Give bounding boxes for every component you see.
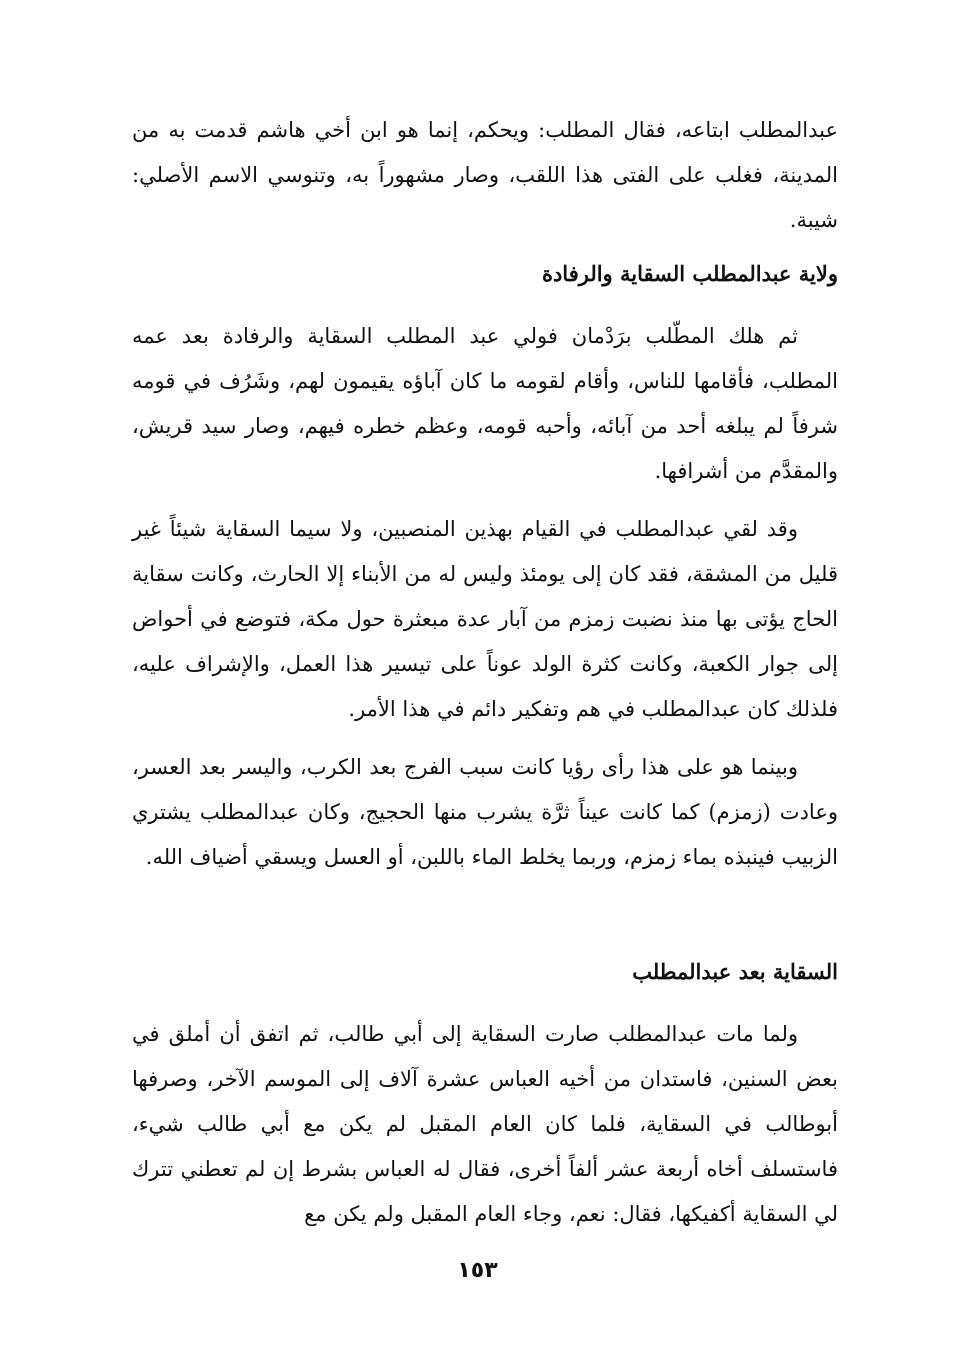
paragraph-4: وبينما هو على هذا رأى رؤيا كانت سبب الفرج بعد الكرب، واليسر بعد العسر، وعادت (زمزم) كما كانت عيناً ثرَّة يشرب منها الحجيج، وكان عبدالمطلب يشتري الزبيب فينبذه بماء زمزم، وربما يخلط الماء باللبن، أو العسل ويسقي أضياف الله.: [132, 755, 838, 869]
page-number: ١٥٣: [457, 1258, 498, 1283]
page-body: [132, 108, 838, 1288]
paragraph-1: عبدالمطلب ابتاعه، فقال المطلب: ويحكم، إنما هو ابن أخي هاشم قدمت به من المدينة، فغلب على الفتى هذا اللقب، وصار مشهوراً به، وتنوسي الاسم الأصلي: شيبة.: [132, 118, 838, 232]
paragraph-5: ولما مات عبدالمطلب صارت السقاية إلى أبي طالب، ثم اتفق أن أملق في بعض السنين، فاستدان من أخيه العباس عشرة آلاف إلى الموسم الآخر، وصرفها أبوطالب في السقاية، فلما كان العام المقبل لم يكن مع أبي طالب شيء، فاستسلف أخاه أربعة عشر ألفاً أخرى، فقال له العباس بشرط إن لم تعطني تترك لي السقاية أكفيكها، فقال: نعم، وجاء العام المقبل ولم يكن مع: [132, 1022, 838, 1226]
paragraph-2: ثم هلك المطّلب برَدْمان فولي عبد المطلب السقاية والرفادة بعد عمه المطلب، فأقامها للناس، وأقام لقومه ما كان آباؤه يقيمون لهم، وشَرُف في قومه شرفاً لم يبلغه أحد من آبائه، وأحبه قومه، وعظم خطره فيهم، وصار سيد قريش، والمقدَّم من أشرافها.: [132, 324, 838, 483]
section-heading-2: السقاية بعد عبدالمطلب: [632, 959, 838, 984]
section-heading-1: ولاية عبدالمطلب السقاية والرفادة: [541, 261, 838, 286]
paragraph-3: وقد لقي عبدالمطلب في القيام بهذين المنصبين، ولا سيما السقاية شيئاً غير قليل من المشقة، فقد كان إلى يومئذ وليس له من الأبناء إلا الحارث، وكانت سقاية الحاج يؤتى بها منذ نضبت زمزم من آبار عدة مبعثرة حول مكة، فتوضع في أحواض إلى جوار الكعبة، وكانت كثرة الولد عوناً على تيسير هذا العمل، والإشراف عليه، فلذلك كان عبدالمطلب في هم وتفكير دائم في هذا الأمر.: [132, 517, 838, 721]
